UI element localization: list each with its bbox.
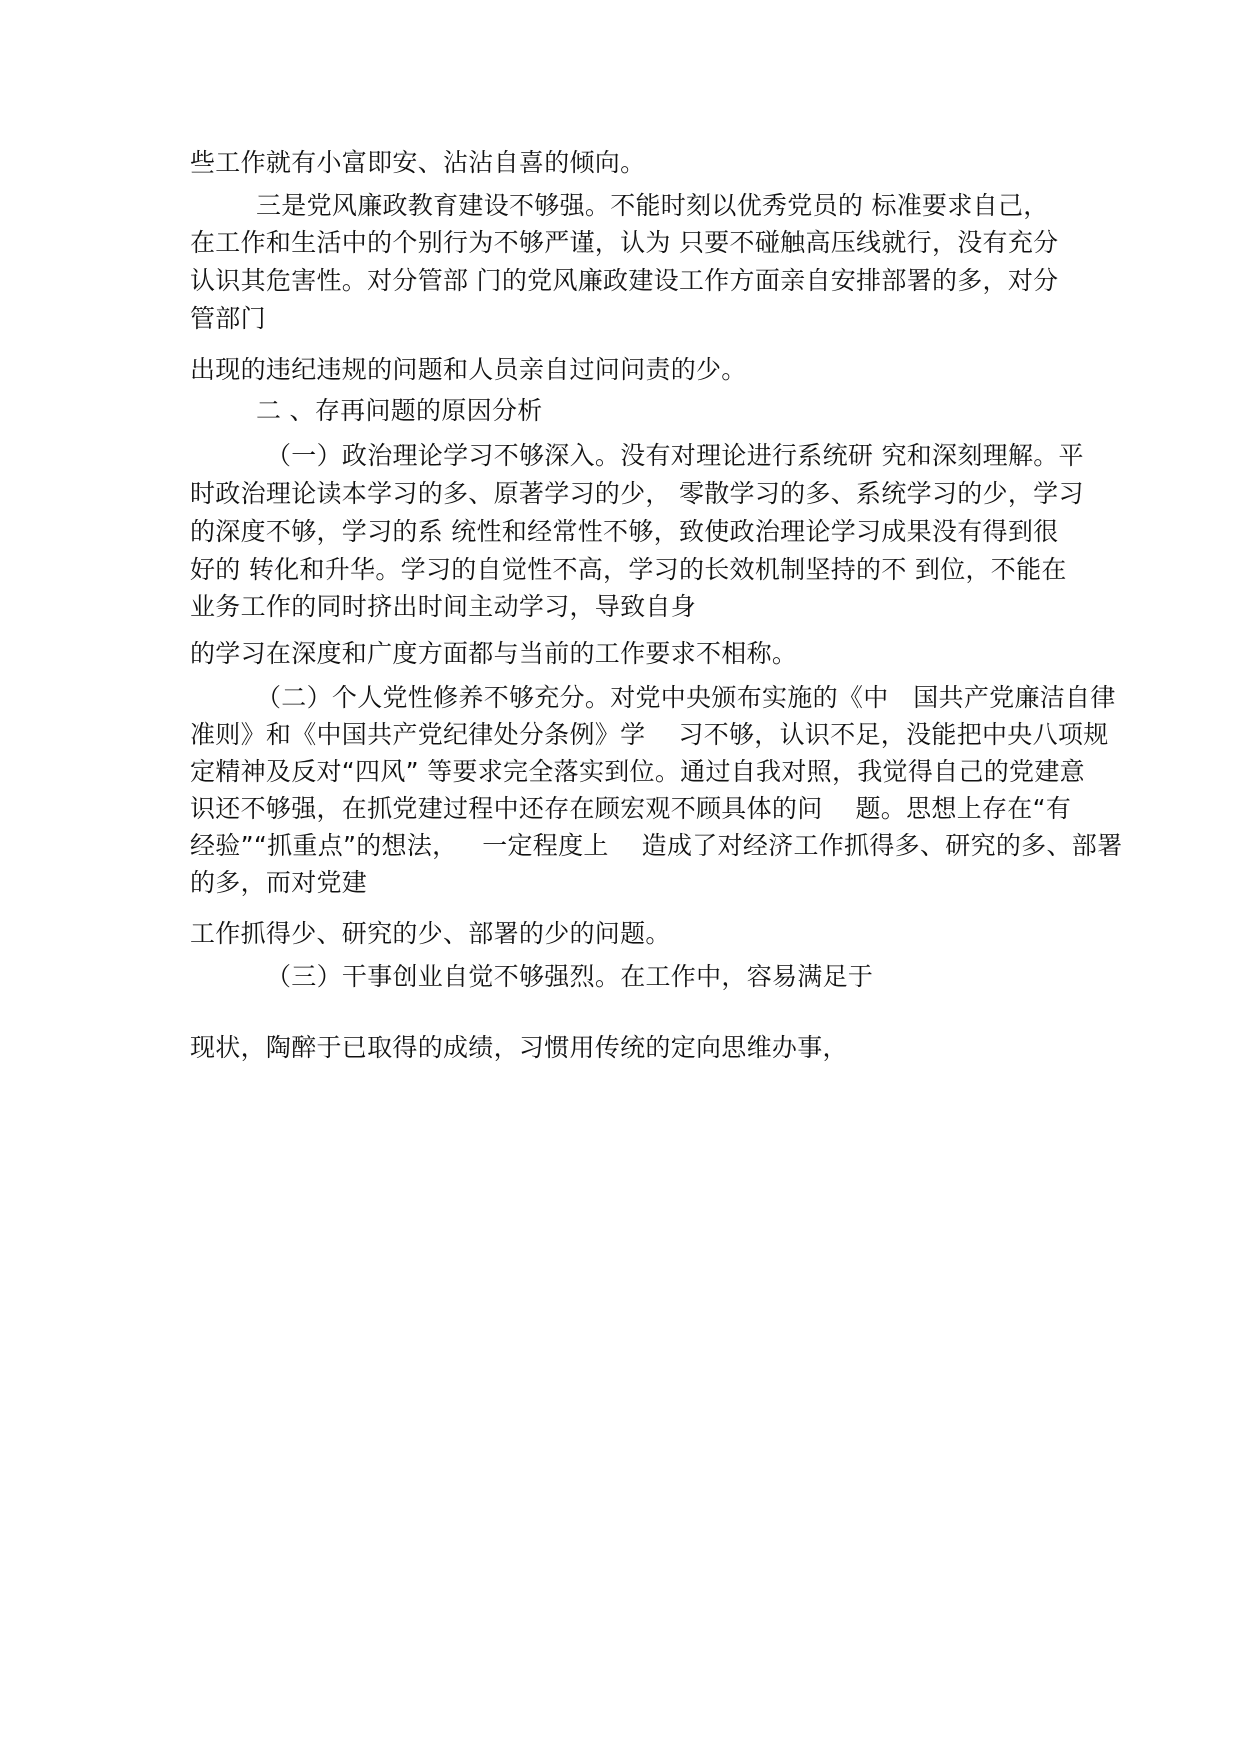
- text-line-20: 工作抓得少、研究的少、部署的少的问题。: [190, 919, 671, 948]
- text-line-22: 现状，陶醉于已取得的成绩，习惯用传统的定向思维办事，: [190, 1033, 848, 1062]
- text-line-10: 的深度不够，学习的系 统性和经常性不够，致使政治理论学习成果没有得到很: [190, 517, 1059, 546]
- text-line-16: 定精神及反对“四风” 等要求完全落实到位。通过自我对照，我觉得自己的党建意: [190, 757, 1085, 786]
- text-line-11: 好的 转化和升华。学习的自觉性不高，学习的长效机制坚持的不 到位，不能在: [190, 555, 1067, 584]
- text-line-13: 的学习在深度和广度方面都与当前的工作要求不相称。: [190, 639, 798, 668]
- text-line-21: （三）干事创业自觉不够强烈。在工作中，容易满足于: [266, 962, 874, 991]
- text-line-3: 在工作和生活中的个别行为不够严谨，认为 只要不碰触高压线就行，没有充分: [190, 228, 1059, 257]
- text-line-12: 业务工作的同时挤出时间主动学习，导致自身: [190, 592, 697, 621]
- text-line-6: 出现的违纪违规的问题和人员亲自过问问责的少。: [190, 355, 747, 384]
- text-line-9: 时政治理论读本学习的多、原著学习的少， 零散学习的多、系统学习的少，学习: [190, 479, 1084, 508]
- text-line-2: 三是党风廉政教育建设不够强。不能时刻以优秀党员的 标准要求自己，: [256, 191, 1049, 220]
- text-line-4: 认识其危害性。对分管部 门的党风廉政建设工作方面亲自安排部署的多，对分: [190, 266, 1059, 295]
- text-line-18: 经验”“抓重点”的想法， 一定程度上 造成了对经济工作抓得多、研究的多、部署: [190, 831, 1123, 860]
- text-line-8: （一）政治理论学习不够深入。没有对理论进行系统研 究和深刻理解。平: [266, 441, 1084, 470]
- text-line-1: 些工作就有小富即安、沾沾自喜的倾向。: [190, 148, 646, 177]
- text-line-19: 的多，而对党建: [190, 868, 368, 897]
- text-line-17: 识还不够强，在抓党建过程中还存在顾宏观不顾具体的问 题。思想上存在“有: [190, 794, 1072, 823]
- text-line-14: （二）个人党性修养不够充分。对党中央颁布实施的《中 国共产党廉洁自律: [256, 683, 1116, 712]
- text-line-5: 管部门: [190, 304, 266, 333]
- section-heading: 二 、存再问题的原因分析: [256, 396, 543, 425]
- text-line-15: 准则》和《中国共产党纪律处分条例》学 习不够，认识不足，没能把中央八项规: [190, 720, 1109, 749]
